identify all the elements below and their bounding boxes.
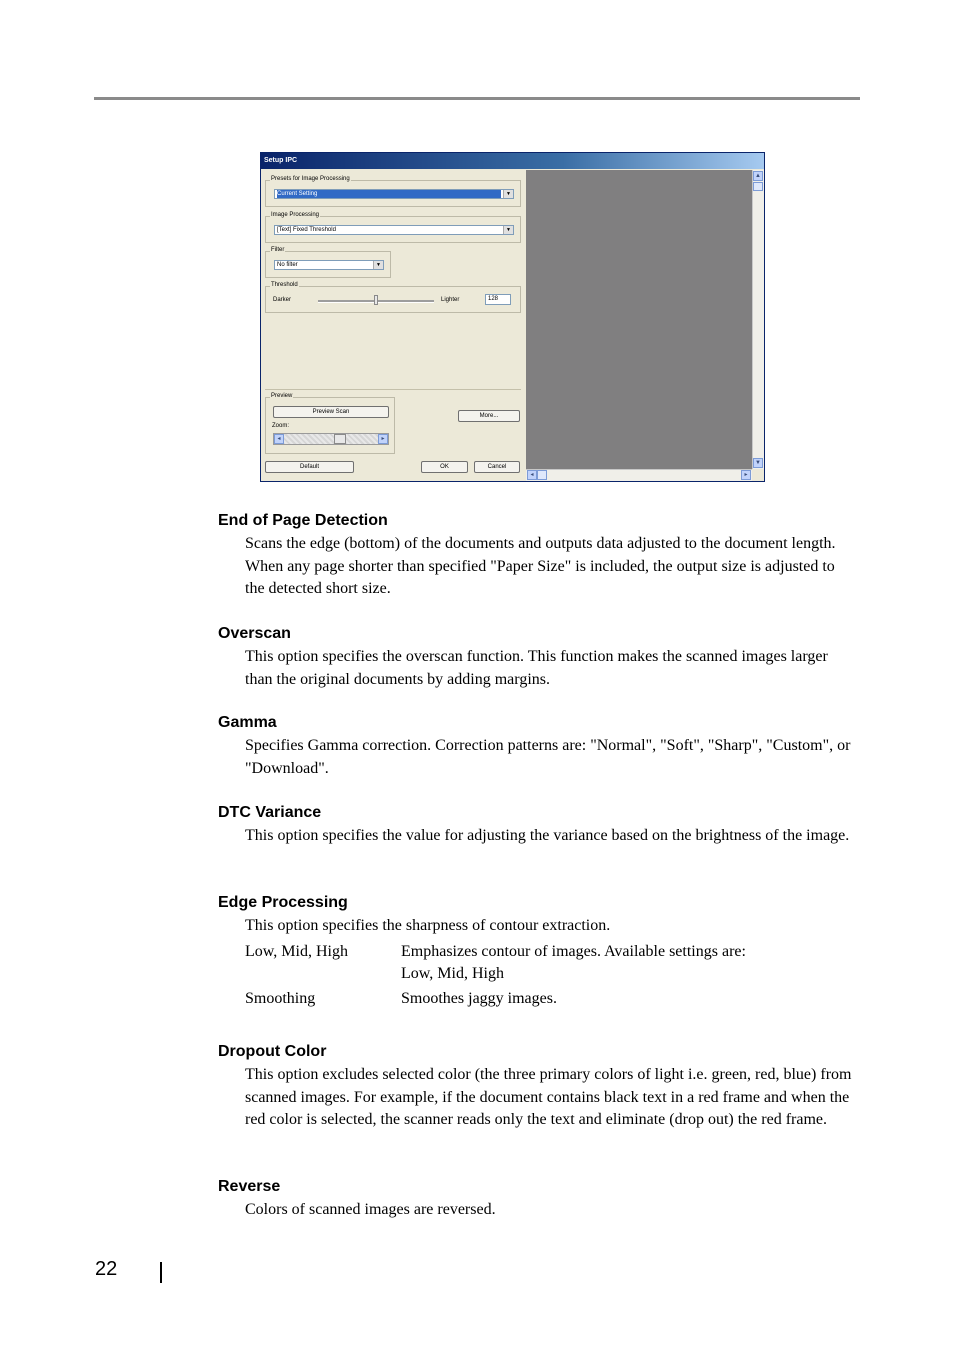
section-end-of-page-detection <box>218 510 858 601</box>
section-text: This option specifies the overscan function. This function makes the scanned images larger than the original documents by adding margins. <box>245 648 828 688</box>
definition-desc: Smoothes jaggy images. <box>401 989 557 1007</box>
chevron-left-icon[interactable]: ◂ <box>274 434 284 444</box>
section-text: Scans the edge (bottom) of the documents and outputs data adjusted to the document length. When any page shorter than specified "Paper Size" is included, the output size is adjusted to the detected short size. <box>245 535 836 597</box>
setup-ipc-dialog <box>260 152 765 482</box>
section-text: This option excludes selected color (the three primary colors of light i.e. green, red, blue) from scanned images. For example, if the document contains black text in a red frame and when the red color is selected, the scanner reads only the text and eliminate (drop out) the red frame. <box>245 1066 852 1128</box>
chevron-down-icon: ▼ <box>503 190 513 198</box>
preview-group <box>265 393 395 454</box>
darker-label: Darker <box>273 297 292 303</box>
scroll-thumb[interactable] <box>537 470 547 480</box>
image-processing-label: Image Processing <box>271 212 320 218</box>
header-rule <box>94 97 860 100</box>
filter-value: No filter <box>277 262 298 268</box>
definition-term: Low, Mid, High <box>245 942 348 960</box>
filter-group <box>265 247 391 278</box>
vertical-scrollbar[interactable] <box>752 170 765 469</box>
section-heading: Gamma <box>218 714 277 731</box>
preview-image-area <box>526 170 752 469</box>
filter-label: Filter <box>271 247 285 253</box>
page-number: 22 <box>95 1258 118 1280</box>
presets-group <box>265 176 521 207</box>
scroll-thumb[interactable] <box>753 182 763 191</box>
settings-panel <box>261 170 525 481</box>
presets-value: Current Setting <box>277 190 501 198</box>
threshold-value-field[interactable]: 128 <box>485 294 511 305</box>
section-text: This option specifies the sharpness of contour extraction. <box>245 917 611 934</box>
section-dtc-variance <box>218 802 858 848</box>
section-edge-processing <box>218 892 858 1010</box>
section-gamma <box>218 712 858 780</box>
image-processing-group <box>265 212 521 243</box>
default-button[interactable]: Default <box>265 461 354 473</box>
definition-row <box>245 988 858 1011</box>
zoom-label: Zoom: <box>272 423 290 429</box>
ok-button[interactable]: OK <box>421 461 468 473</box>
section-text: Specifies Gamma correction. Correction patterns are: "Normal", "Soft", "Sharp", "Custom", or "Download". <box>245 737 851 777</box>
cancel-button[interactable]: Cancel <box>474 461 520 473</box>
threshold-slider-thumb[interactable] <box>374 295 378 305</box>
definition-list <box>245 941 858 1011</box>
image-processing-value: [Text] Fixed Threshold <box>277 227 336 233</box>
section-heading: Overscan <box>218 625 291 642</box>
definition-row <box>245 941 858 986</box>
chevron-down-icon: ▼ <box>503 226 513 234</box>
section-heading: End of Page Detection <box>218 512 388 529</box>
preview-scan-button[interactable]: Preview Scan <box>273 406 389 418</box>
definition-desc: Emphasizes contour of images. Available settings are: Low, Mid, High <box>401 942 746 982</box>
presets-label: Presets for Image Processing <box>271 176 350 182</box>
filter-select[interactable] <box>274 260 384 270</box>
lighter-label: Lighter <box>441 297 460 303</box>
section-dropout-color <box>218 1041 858 1132</box>
section-reverse <box>218 1176 858 1222</box>
chevron-left-icon[interactable]: ◂ <box>527 470 537 480</box>
horizontal-scrollbar[interactable] <box>526 469 752 482</box>
panel-separator <box>265 389 521 390</box>
chevron-down-icon[interactable]: ▼ <box>753 458 763 468</box>
image-processing-select[interactable] <box>274 225 514 235</box>
section-heading: Reverse <box>218 1178 281 1195</box>
section-heading: DTC Variance <box>218 804 322 821</box>
definition-term: Smoothing <box>245 989 316 1007</box>
presets-select[interactable] <box>274 189 514 199</box>
threshold-group <box>265 282 521 313</box>
zoom-scrollbar[interactable] <box>273 433 389 445</box>
chevron-down-icon: ▼ <box>373 261 383 269</box>
chevron-right-icon[interactable]: ▸ <box>378 434 388 444</box>
dialog-titlebar: Setup IPC <box>261 153 764 169</box>
chevron-right-icon[interactable]: ▸ <box>741 470 751 480</box>
section-text: This option specifies the value for adjusting the variance based on the brightness of the image. <box>245 827 850 844</box>
page-number-bar <box>160 1262 162 1283</box>
section-text: Colors of scanned images are reversed. <box>245 1201 496 1218</box>
section-overscan <box>218 623 858 691</box>
preview-label: Preview <box>271 393 293 399</box>
zoom-thumb[interactable] <box>334 434 346 444</box>
section-heading: Dropout Color <box>218 1043 327 1060</box>
threshold-label: Threshold <box>271 282 298 288</box>
more-button[interactable]: More... <box>458 410 520 422</box>
chevron-up-icon[interactable]: ▲ <box>753 171 763 181</box>
section-heading: Edge Processing <box>218 894 348 911</box>
